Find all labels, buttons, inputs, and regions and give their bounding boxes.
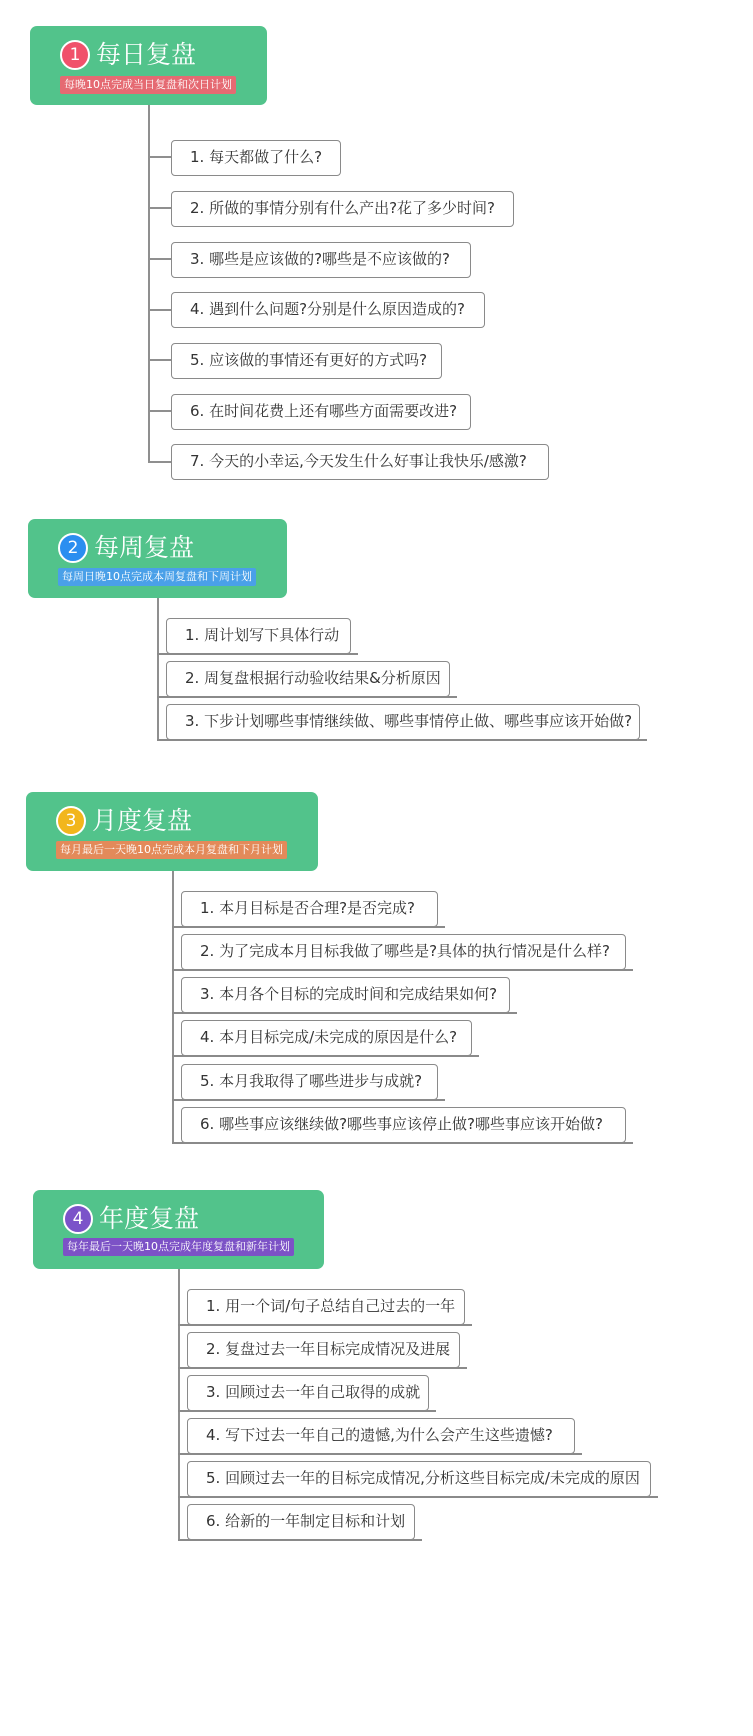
connector-branch [148,258,171,260]
section-badge: 每月最后一天晚10点完成本月复盘和下月计划 [56,841,287,859]
section-badge: 每年最后一天晚10点完成年度复盘和新年计划 [63,1238,294,1256]
list-item: 6. 给新的一年制定目标和计划 [187,1504,415,1540]
section-title: 每周复盘 [94,533,195,562]
list-item: 2. 周复盘根据行动验收结果&分析原因 [166,661,450,697]
connector-branch [172,1012,517,1014]
list-item: 5. 本月我取得了哪些进步与成就? [181,1064,438,1100]
connector-branch [178,1539,422,1541]
connector-branch [172,926,445,928]
section-number: 2 [58,533,88,563]
list-item: 1. 周计划写下具体行动 [166,618,351,654]
section-title: 月度复盘 [92,806,193,835]
section-badge: 每晚10点完成当日复盘和次日计划 [60,76,236,94]
connector-trunk [157,598,159,740]
list-item: 4. 本月目标完成/未完成的原因是什么? [181,1020,472,1056]
section-title: 年度复盘 [99,1204,200,1233]
connector-branch [148,156,171,158]
list-item: 1. 本月目标是否合理?是否完成? [181,891,438,927]
connector-branch [148,410,171,412]
list-item: 3. 回顾过去一年自己取得的成就 [187,1375,429,1411]
list-item: 1. 每天都做了什么? [171,140,341,176]
connector-branch [172,969,633,971]
list-item: 3. 下步计划哪些事情继续做、哪些事情停止做、哪些事应该开始做? [166,704,640,740]
list-item: 5. 应该做的事情还有更好的方式吗? [171,343,442,379]
list-item: 4. 遇到什么问题?分别是什么原因造成的? [171,292,485,328]
section-badge: 每周日晚10点完成本周复盘和下周计划 [58,568,256,586]
list-item: 6. 哪些事应该继续做?哪些事应该停止做?哪些事应该开始做? [181,1107,626,1143]
connector-branch [148,461,171,463]
connector-branch [178,1496,658,1498]
section-header [26,792,318,871]
connector-branch [148,309,171,311]
list-item: 3. 哪些是应该做的?哪些是不应该做的? [171,242,471,278]
connector-branch [172,1099,445,1101]
section-header [30,26,267,105]
list-item: 2. 复盘过去一年目标完成情况及进展 [187,1332,460,1368]
connector-branch [172,1142,633,1144]
list-item: 4. 写下过去一年自己的遗憾,为什么会产生这些遗憾? [187,1418,575,1454]
connector-branch [178,1453,582,1455]
connector-branch [172,1055,479,1057]
section-header [33,1190,324,1269]
connector-branch [148,359,171,361]
connector-branch [157,739,647,741]
section-number: 4 [63,1204,93,1234]
list-item: 5. 回顾过去一年的目标完成情况,分析这些目标完成/未完成的原因 [187,1461,651,1497]
connector-branch [178,1324,472,1326]
section-number: 1 [60,40,90,70]
section-title: 每日复盘 [96,40,197,69]
connector-branch [178,1367,467,1369]
list-item: 7. 今天的小幸运,今天发生什么好事让我快乐/感激? [171,444,549,480]
list-item: 6. 在时间花费上还有哪些方面需要改进? [171,394,471,430]
connector-branch [178,1410,436,1412]
list-item: 2. 为了完成本月目标我做了哪些是?具体的执行情况是什么样? [181,934,626,970]
connector-branch [157,653,358,655]
connector-branch [157,696,457,698]
connector-trunk [178,1269,180,1540]
list-item: 3. 本月各个目标的完成时间和完成结果如何? [181,977,510,1013]
section-header [28,519,287,598]
list-item: 2. 所做的事情分别有什么产出?花了多少时间? [171,191,514,227]
connector-trunk [172,871,174,1143]
connector-branch [148,207,171,209]
section-number: 3 [56,806,86,836]
list-item: 1. 用一个词/句子总结自己过去的一年 [187,1289,465,1325]
